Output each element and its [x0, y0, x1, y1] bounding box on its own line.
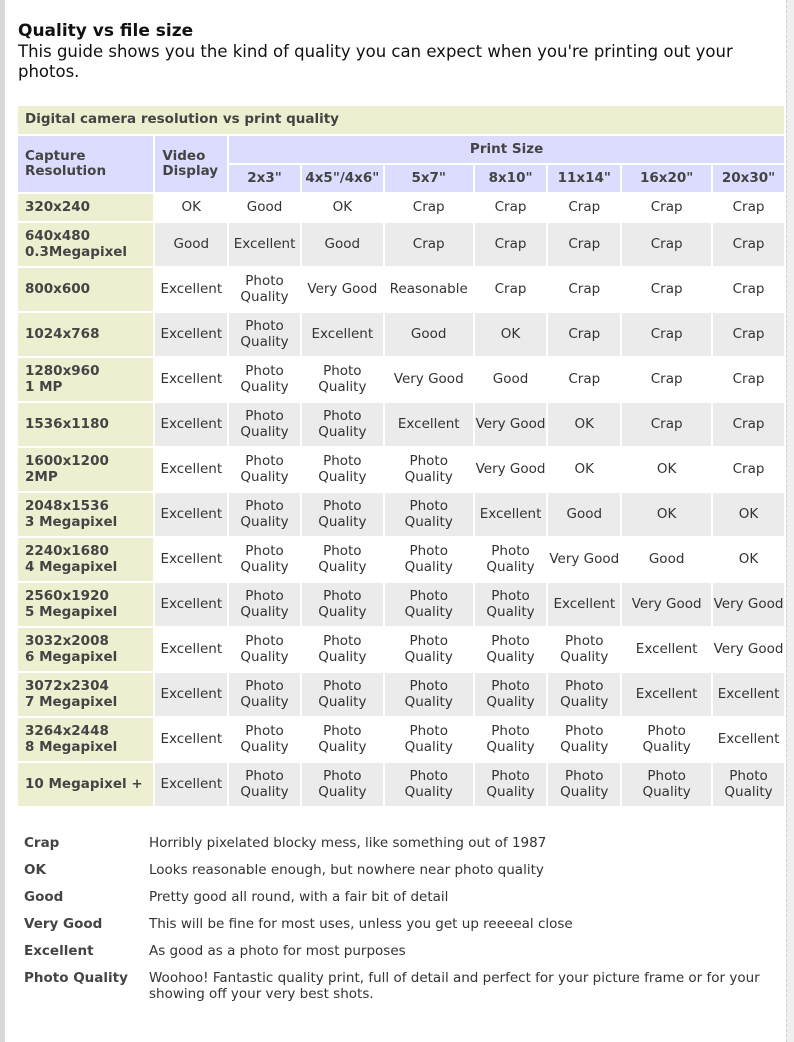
table-row [18, 538, 784, 581]
row-resolution: 3072x2304 7 Megapixel [18, 673, 153, 716]
cell-print-quality: Crap [713, 448, 784, 491]
cell-print-quality: Photo Quality [302, 763, 383, 806]
cell-print-quality: Photo Quality [548, 763, 620, 806]
quality-table [16, 104, 786, 808]
cell-print-quality: Crap [622, 313, 711, 356]
table-row [18, 403, 784, 446]
cell-print-quality: Crap [548, 223, 620, 266]
table-row [18, 313, 784, 356]
table-caption: Digital camera resolution vs print quality [18, 106, 784, 134]
row-resolution: 1536x1180 [18, 403, 153, 446]
cell-print-quality: Photo Quality [475, 538, 547, 581]
quality-table-container [18, 104, 786, 808]
cell-print-quality: Crap [548, 313, 620, 356]
cell-print-quality: Good [302, 223, 383, 266]
article-header [18, 20, 786, 82]
cell-print-quality: Photo Quality [622, 763, 711, 806]
cell-video-display: Excellent [155, 718, 227, 761]
cell-video-display: Good [155, 223, 227, 266]
cell-print-quality: Crap [385, 194, 473, 221]
cell-print-quality: Photo Quality [229, 268, 300, 311]
cell-print-quality: Photo Quality [302, 448, 383, 491]
cell-print-quality: Photo Quality [302, 628, 383, 671]
cell-print-quality: Crap [548, 358, 620, 401]
cell-print-quality: Crap [713, 313, 784, 356]
cell-print-quality: Photo Quality [475, 583, 547, 626]
row-resolution: 2240x1680 4 Megapixel [18, 538, 153, 581]
cell-print-quality: Excellent [622, 673, 711, 716]
cell-print-quality: Crap [385, 223, 473, 266]
legend-term: Excellent [24, 943, 94, 959]
cell-print-quality: Crap [622, 358, 711, 401]
row-resolution: 3264x2448 8 Megapixel [18, 718, 153, 761]
cell-print-quality: Photo Quality [385, 448, 473, 491]
cell-print-quality: Very Good [713, 583, 784, 626]
cell-print-quality: Crap [548, 194, 620, 221]
page-scrollbar[interactable] [786, 0, 794, 1042]
cell-video-display: Excellent [155, 268, 227, 311]
cell-print-quality: Crap [548, 268, 620, 311]
row-resolution: 800x600 [18, 268, 153, 311]
header-size: 4x5"/4x6" [302, 165, 383, 192]
table-row [18, 358, 784, 401]
cell-print-quality: Photo Quality [548, 628, 620, 671]
cell-print-quality: OK [475, 313, 547, 356]
cell-print-quality: Photo Quality [229, 403, 300, 446]
cell-print-quality: Crap [713, 358, 784, 401]
cell-print-quality: Very Good [302, 268, 383, 311]
cell-print-quality: Very Good [475, 403, 547, 446]
legend-term: Crap [24, 835, 60, 851]
cell-print-quality: Crap [475, 223, 547, 266]
header-size: 2x3" [229, 165, 300, 192]
cell-print-quality: Crap [713, 223, 784, 266]
cell-video-display: OK [155, 194, 227, 221]
cell-video-display: Excellent [155, 313, 227, 356]
cell-video-display: Excellent [155, 448, 227, 491]
cell-print-quality: Photo Quality [302, 493, 383, 536]
table-row [18, 583, 784, 626]
cell-print-quality: Excellent [548, 583, 620, 626]
cell-print-quality: Good [385, 313, 473, 356]
table-row [18, 493, 784, 536]
cell-video-display: Excellent [155, 403, 227, 446]
cell-print-quality: OK [713, 493, 784, 536]
table-row [18, 448, 784, 491]
cell-print-quality: Photo Quality [302, 403, 383, 446]
intro-text: This guide shows you the kind of quality you can expect when you're printing out your photos. [18, 42, 733, 81]
cell-print-quality: Photo Quality [475, 718, 547, 761]
cell-print-quality: Very Good [713, 628, 784, 671]
legend-item [24, 890, 764, 906]
cell-video-display: Excellent [155, 493, 227, 536]
row-resolution: 1024x768 [18, 313, 153, 356]
legend-term: Photo Quality [24, 970, 128, 986]
cell-video-display: Excellent [155, 583, 227, 626]
cell-print-quality: Good [622, 538, 711, 581]
table-row [18, 763, 784, 806]
cell-video-display: Excellent [155, 673, 227, 716]
cell-video-display: Excellent [155, 628, 227, 671]
cell-print-quality: Photo Quality [229, 583, 300, 626]
cell-print-quality: Excellent [475, 493, 547, 536]
row-resolution: 1280x960 1 MP [18, 358, 153, 401]
cell-print-quality: Photo Quality [302, 538, 383, 581]
cell-print-quality: Very Good [385, 358, 473, 401]
cell-print-quality: Photo Quality [302, 583, 383, 626]
header-size: 11x14" [548, 165, 620, 192]
cell-print-quality: Excellent [229, 223, 300, 266]
cell-print-quality: Good [548, 493, 620, 536]
legend-term: Very Good [24, 916, 103, 932]
cell-print-quality: Crap [713, 268, 784, 311]
header-capture-resolution: Capture Resolution [18, 136, 153, 192]
legend-description: Woohoo! Fantastic quality print, full of detail and perfect for your picture frame or for your showing off your very best shots. [149, 970, 760, 1002]
cell-print-quality: Photo Quality [622, 718, 711, 761]
cell-print-quality: OK [302, 194, 383, 221]
cell-video-display: Excellent [155, 538, 227, 581]
legend-description: As good as a photo for most purposes [149, 943, 406, 959]
cell-video-display: Excellent [155, 358, 227, 401]
cell-print-quality: OK [622, 448, 711, 491]
cell-print-quality: Photo Quality [229, 628, 300, 671]
legend-item [24, 971, 764, 1002]
table-row [18, 268, 784, 311]
table-body [18, 194, 784, 806]
table-row [18, 673, 784, 716]
cell-print-quality: Photo Quality [229, 673, 300, 716]
cell-print-quality: Very Good [622, 583, 711, 626]
header-size: 16x20" [622, 165, 711, 192]
cell-print-quality: Photo Quality [548, 718, 620, 761]
cell-print-quality: Photo Quality [302, 358, 383, 401]
cell-print-quality: Crap [622, 194, 711, 221]
cell-print-quality: OK [548, 448, 620, 491]
cell-print-quality: Crap [713, 194, 784, 221]
cell-print-quality: Crap [475, 194, 547, 221]
legend-description: Looks reasonable enough, but nowhere near photo quality [149, 862, 544, 878]
quality-legend [24, 836, 764, 1014]
cell-print-quality: Crap [622, 223, 711, 266]
cell-print-quality: Photo Quality [475, 673, 547, 716]
cell-print-quality: OK [548, 403, 620, 446]
header-video-display: Video Display [155, 136, 227, 192]
cell-print-quality: Photo Quality [713, 763, 784, 806]
cell-print-quality: Excellent [622, 628, 711, 671]
legend-item [24, 863, 764, 879]
cell-print-quality: Excellent [713, 673, 784, 716]
legend-item [24, 836, 764, 852]
row-resolution: 320x240 [18, 194, 153, 221]
cell-print-quality: Very Good [548, 538, 620, 581]
cell-print-quality: Reasonable [385, 268, 473, 311]
table-row [18, 628, 784, 671]
cell-print-quality: Good [475, 358, 547, 401]
row-resolution: 640x480 0.3Megapixel [18, 223, 153, 266]
cell-print-quality: Photo Quality [229, 448, 300, 491]
cell-print-quality: Crap [475, 268, 547, 311]
cell-print-quality: Photo Quality [229, 313, 300, 356]
cell-print-quality: Photo Quality [385, 628, 473, 671]
cell-print-quality: Photo Quality [385, 718, 473, 761]
row-resolution: 3032x2008 6 Megapixel [18, 628, 153, 671]
cell-print-quality: Crap [622, 403, 711, 446]
cell-print-quality: Crap [713, 403, 784, 446]
legend-description: Horribly pixelated blocky mess, like something out of 1987 [149, 835, 547, 851]
cell-print-quality: Photo Quality [385, 538, 473, 581]
legend-item [24, 917, 764, 933]
cell-print-quality: OK [713, 538, 784, 581]
table-row [18, 223, 784, 266]
cell-print-quality: Crap [622, 268, 711, 311]
header-size: 20x30" [713, 165, 784, 192]
cell-print-quality: Excellent [713, 718, 784, 761]
header-print-size: Print Size [229, 136, 784, 163]
cell-print-quality: Photo Quality [385, 673, 473, 716]
table-row [18, 718, 784, 761]
legend-term: OK [24, 862, 46, 878]
cell-print-quality: Photo Quality [302, 718, 383, 761]
cell-print-quality: Photo Quality [385, 493, 473, 536]
cell-print-quality: Photo Quality [548, 673, 620, 716]
page-left-border [0, 0, 5, 1042]
cell-print-quality: Photo Quality [385, 763, 473, 806]
cell-print-quality: Photo Quality [229, 493, 300, 536]
cell-print-quality: Photo Quality [229, 718, 300, 761]
row-resolution: 1600x1200 2MP [18, 448, 153, 491]
cell-print-quality: Photo Quality [475, 628, 547, 671]
cell-print-quality: Photo Quality [229, 358, 300, 401]
row-resolution: 10 Megapixel + [18, 763, 153, 806]
table-row [18, 194, 784, 221]
cell-print-quality: Photo Quality [475, 763, 547, 806]
cell-print-quality: Photo Quality [229, 538, 300, 581]
cell-print-quality: OK [622, 493, 711, 536]
cell-print-quality: Good [229, 194, 300, 221]
legend-description: Pretty good all round, with a fair bit of detail [149, 889, 449, 905]
cell-print-quality: Photo Quality [302, 673, 383, 716]
row-resolution: 2560x1920 5 Megapixel [18, 583, 153, 626]
cell-print-quality: Photo Quality [229, 763, 300, 806]
cell-print-quality: Excellent [302, 313, 383, 356]
legend-description: This will be fine for most uses, unless you get up reeeeal close [149, 916, 573, 932]
cell-print-quality: Excellent [385, 403, 473, 446]
row-resolution: 2048x1536 3 Megapixel [18, 493, 153, 536]
cell-video-display: Excellent [155, 763, 227, 806]
cell-print-quality: Photo Quality [385, 583, 473, 626]
header-size: 5x7" [385, 165, 473, 192]
page-title: Quality vs file size [18, 21, 194, 41]
legend-term: Good [24, 889, 64, 905]
header-size: 8x10" [475, 165, 547, 192]
legend-item [24, 944, 764, 960]
cell-print-quality: Very Good [475, 448, 547, 491]
